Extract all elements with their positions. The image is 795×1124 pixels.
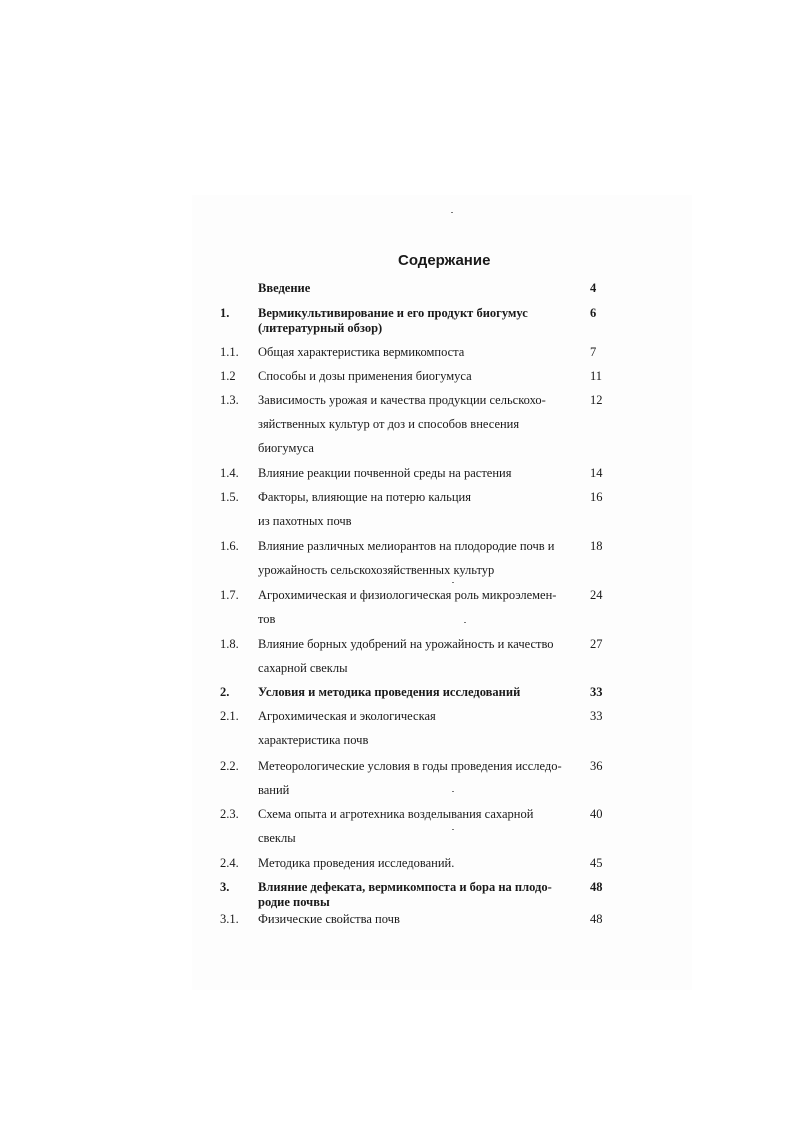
toc-entry-title: Введение [258,281,311,295]
toc-entry-title: Факторы, влияющие на потерю кальция из пахотных почв [258,490,471,528]
toc-entry-number: 3. [220,880,230,894]
toc-entry-page: 40 [590,807,603,821]
toc-entry-number: 1.5. [220,490,239,504]
scan-speck [464,622,466,623]
toc-entry-number: 1.1. [220,345,239,359]
toc-entry-page: 12 [590,393,603,407]
toc-entry-page: 45 [590,856,603,870]
toc-entry-number: 1.2 [220,369,236,383]
scan-speck [451,212,453,213]
toc-entry-title: Агрохимическая и физиологическая роль микроэлемен- тов [258,588,557,626]
toc-entry-title: Агрохимическая и экологическая характеристика почв [258,709,436,747]
toc-entry-title: Зависимость урожая и качества продукции сельскохо- зяйственных культур от доз и способов внесения биогумуса [258,393,546,455]
toc-entry-page: 24 [590,588,603,602]
scan-speck [452,582,454,583]
toc-entry-page: 33 [590,685,603,699]
scan-speck [452,829,454,830]
toc-entry-number: 1.3. [220,393,239,407]
toc-entry-page: 4 [590,281,597,295]
toc-entry-number: 1.6. [220,539,239,553]
toc-entry-number: 2. [220,685,230,699]
toc-entry-title: Вермикультивирование и его продукт биогумус (литературный обзор) [258,306,528,335]
toc-entry-number: 2.1. [220,709,239,723]
toc-entry-page: 14 [590,466,603,480]
toc-entry-page: 6 [590,306,597,320]
page-title: Содержание [398,252,491,269]
toc-entry-title: Условия и методика проведения исследований [258,685,521,699]
toc-entry-title: Влияние различных мелиорантов на плодородие почв и урожайность сельскохозяйственных культур [258,539,555,577]
toc-entry-number: 3.1. [220,912,239,926]
toc-entry-number: 1.8. [220,637,239,651]
toc-entry-number: 2.4. [220,856,239,870]
toc-entry-page: 7 [590,345,597,359]
toc-entry-title: Влияние борных удобрений на урожайность и качество сахарной свеклы [258,637,554,675]
toc-entry-page: 27 [590,637,603,651]
toc-entry-page: 18 [590,539,603,553]
toc-entry-title: Общая характеристика вермикомпоста [258,345,465,359]
toc-entry-number: 1. [220,306,230,320]
toc-entry-number: 1.4. [220,466,239,480]
scan-speck [452,791,454,792]
toc-entry-page: 16 [590,490,603,504]
toc-entry-page: 48 [590,880,603,894]
toc-entry-title: Схема опыта и агротехника возделывания сахарной свеклы [258,807,534,845]
toc-entry-number: 2.2. [220,759,239,773]
toc-entry-title: Метеорологические условия в годы проведения исследо- ваний [258,759,562,797]
toc-entry-title: Методика проведения исследований. [258,856,455,870]
toc-entry-page: 48 [590,912,603,926]
toc-entry-number: 2.3. [220,807,239,821]
toc-entry-title: Способы и дозы применения биогумуса [258,369,472,383]
toc-entry-title: Влияние реакции почвенной среды на растения [258,466,512,480]
toc-entry-number: 1.7. [220,588,239,602]
toc-entry-page: 11 [590,369,603,383]
toc-entry-page: 36 [590,759,603,773]
toc-entry-title: Физические свойства почв [258,912,400,926]
toc-entry-page: 33 [590,709,603,723]
toc-entry-title: Влияние дефеката, вермикомпоста и бора на плодо- родие почвы [258,880,552,909]
